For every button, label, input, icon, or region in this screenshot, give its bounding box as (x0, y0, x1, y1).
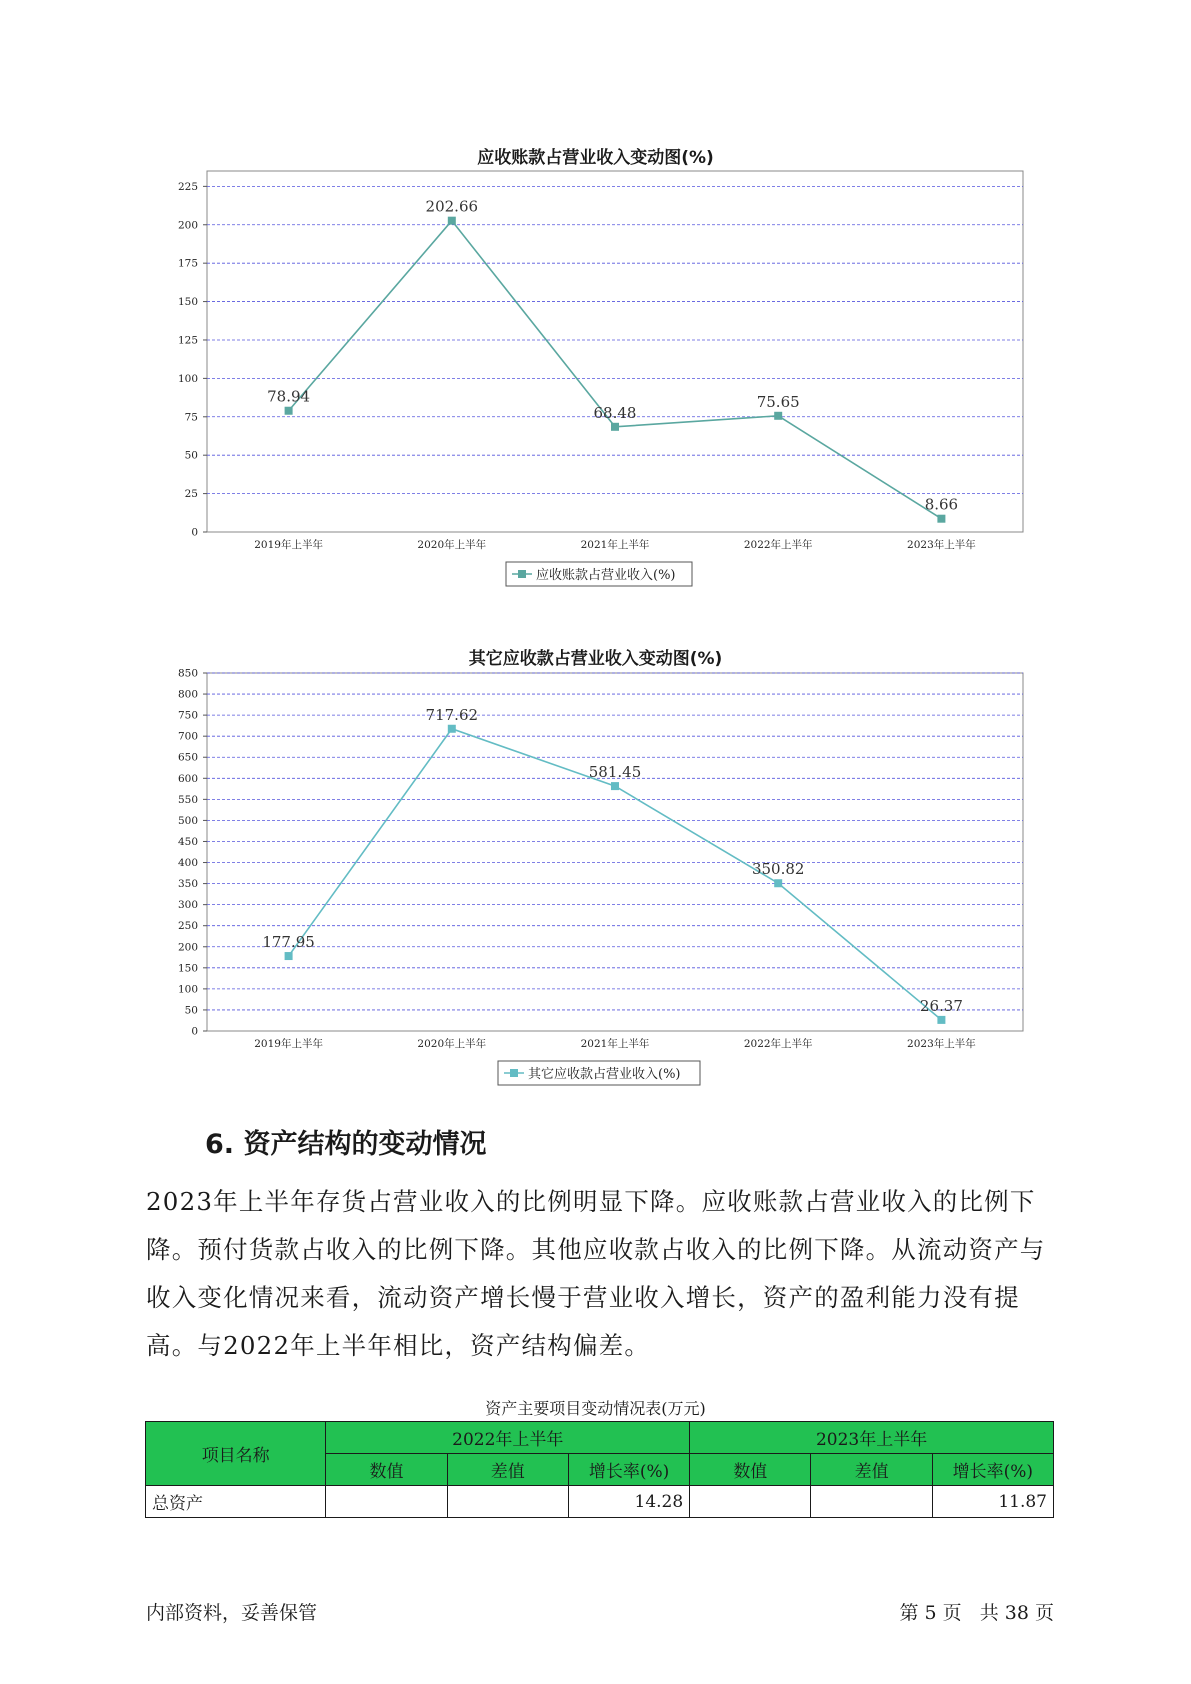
y-tick-label: 100 (177, 372, 198, 385)
col-value-2022: 数值 (326, 1454, 447, 1486)
y-tick-label: 300 (177, 899, 198, 912)
legend (498, 1061, 700, 1085)
y-tick-label: 400 (177, 857, 198, 870)
data-label: 581.45 (588, 763, 642, 782)
cell-growth-2022: 14.28 (568, 1486, 689, 1518)
y-tick-label: 700 (177, 730, 198, 743)
y-tick-label: 750 (177, 709, 198, 722)
y-tick-label: 650 (177, 751, 198, 764)
legend-label: 应收账款占营业收入(%) (536, 568, 676, 583)
cell-value-2022 (326, 1486, 447, 1518)
y-tick-label: 150 (177, 296, 198, 309)
col-growth-2022: 增长率(%) (568, 1454, 689, 1486)
data-point (774, 412, 782, 420)
data-point (285, 407, 293, 415)
data-point (937, 515, 945, 523)
cell-diff-2022 (447, 1486, 568, 1518)
section-paragraph: 2023年上半年存货占营业收入的比例明显下降。应收账款占营业收入的比例下降。预付货款占收入的比例下降。其他应收款占收入的比例下降。从流动资产与收入变化情况来看，流动资产增长慢于营业收入增长，资产的盈利能力没有提高。与2022年上半年相比，资产结构偏差。 (146, 1187, 1046, 1360)
data-label: 717.62 (425, 705, 479, 724)
data-label: 26.37 (919, 996, 963, 1015)
legend-marker (518, 570, 526, 578)
table-header-row (146, 1422, 1054, 1454)
y-tick-label: 600 (177, 772, 198, 785)
legend-label: 其它应收款占营业收入(%) (528, 1067, 681, 1082)
plot-frame (207, 673, 1023, 1031)
chart1-receivables (0, 0, 1191, 600)
col-diff-2023: 差值 (811, 1454, 932, 1486)
data-label: 8.66 (924, 495, 959, 514)
y-tick-label: 250 (177, 920, 198, 933)
data-point (774, 879, 782, 887)
y-tick-label: 50 (184, 1004, 198, 1017)
data-point (285, 952, 293, 960)
chart1-title: 应收账款占营业收入变动图(%) (477, 148, 714, 168)
y-tick-label: 50 (184, 449, 198, 462)
y-tick-label: 225 (177, 180, 198, 193)
cell-value-2023 (690, 1486, 811, 1518)
chart2-other-receivables (0, 600, 1191, 1100)
data-point (448, 217, 456, 225)
x-tick-label: 2020年上半年 (417, 1038, 487, 1050)
data-point (611, 423, 619, 431)
table-caption: 资产主要项目变动情况表(万元) (485, 1399, 706, 1418)
x-tick-label: 2020年上半年 (417, 539, 487, 551)
data-point (448, 725, 456, 733)
footer-confidential: 内部资料，妥善保管 (146, 1602, 318, 1624)
section-heading: 6. 资产结构的变动情况 (205, 1129, 487, 1160)
x-tick-label: 2023年上半年 (907, 1038, 976, 1050)
col-group-2022: 2022年上半年 (326, 1422, 690, 1454)
y-tick-label: 200 (177, 219, 198, 232)
data-label: 177.95 (262, 933, 315, 952)
y-tick-label: 25 (184, 488, 198, 501)
col-group-2023: 2023年上半年 (690, 1422, 1054, 1454)
x-tick-label: 2023年上半年 (907, 539, 976, 551)
y-tick-label: 500 (177, 814, 198, 827)
y-tick-label: 850 (177, 667, 198, 680)
y-tick-label: 175 (177, 257, 198, 270)
legend-marker (510, 1069, 518, 1077)
y-tick-label: 0 (191, 1025, 198, 1038)
data-label: 350.82 (751, 860, 805, 879)
x-tick-label: 2019年上半年 (254, 1038, 323, 1050)
y-tick-label: 450 (177, 835, 198, 848)
x-tick-label: 2022年上半年 (743, 539, 813, 551)
col-item-name: 项目名称 (146, 1422, 326, 1486)
cell-growth-2023: 11.87 (932, 1486, 1053, 1518)
y-tick-label: 125 (177, 334, 198, 347)
x-tick-label: 2021年上半年 (580, 1038, 650, 1050)
data-point (937, 1016, 945, 1024)
legend (506, 562, 692, 586)
table-row (146, 1486, 1054, 1518)
data-label: 68.48 (593, 403, 637, 422)
chart2-title: 其它应收款占营业收入变动图(%) (468, 649, 723, 669)
row-name: 总资产 (146, 1486, 326, 1518)
y-tick-label: 75 (184, 411, 198, 424)
data-point (611, 782, 619, 790)
y-tick-label: 550 (177, 793, 198, 806)
data-label: 202.66 (425, 197, 479, 216)
x-tick-label: 2021年上半年 (580, 539, 650, 551)
series-line (289, 221, 942, 519)
x-tick-label: 2022年上半年 (743, 1038, 813, 1050)
data-label: 78.94 (267, 387, 311, 406)
footer-page-number: 第 5 页 共 38 页 (899, 1602, 1054, 1624)
col-value-2023: 数值 (690, 1454, 811, 1486)
x-tick-label: 2019年上半年 (254, 539, 323, 551)
data-label: 75.65 (756, 392, 800, 411)
y-tick-label: 0 (191, 526, 198, 539)
asset-table (145, 1421, 1054, 1518)
col-growth-2023: 增长率(%) (932, 1454, 1053, 1486)
y-tick-label: 150 (177, 962, 198, 975)
y-tick-label: 100 (177, 983, 198, 996)
cell-diff-2023 (811, 1486, 932, 1518)
y-tick-label: 350 (177, 878, 198, 891)
y-tick-label: 800 (177, 688, 198, 701)
col-diff-2022: 差值 (447, 1454, 568, 1486)
y-tick-label: 200 (177, 941, 198, 954)
